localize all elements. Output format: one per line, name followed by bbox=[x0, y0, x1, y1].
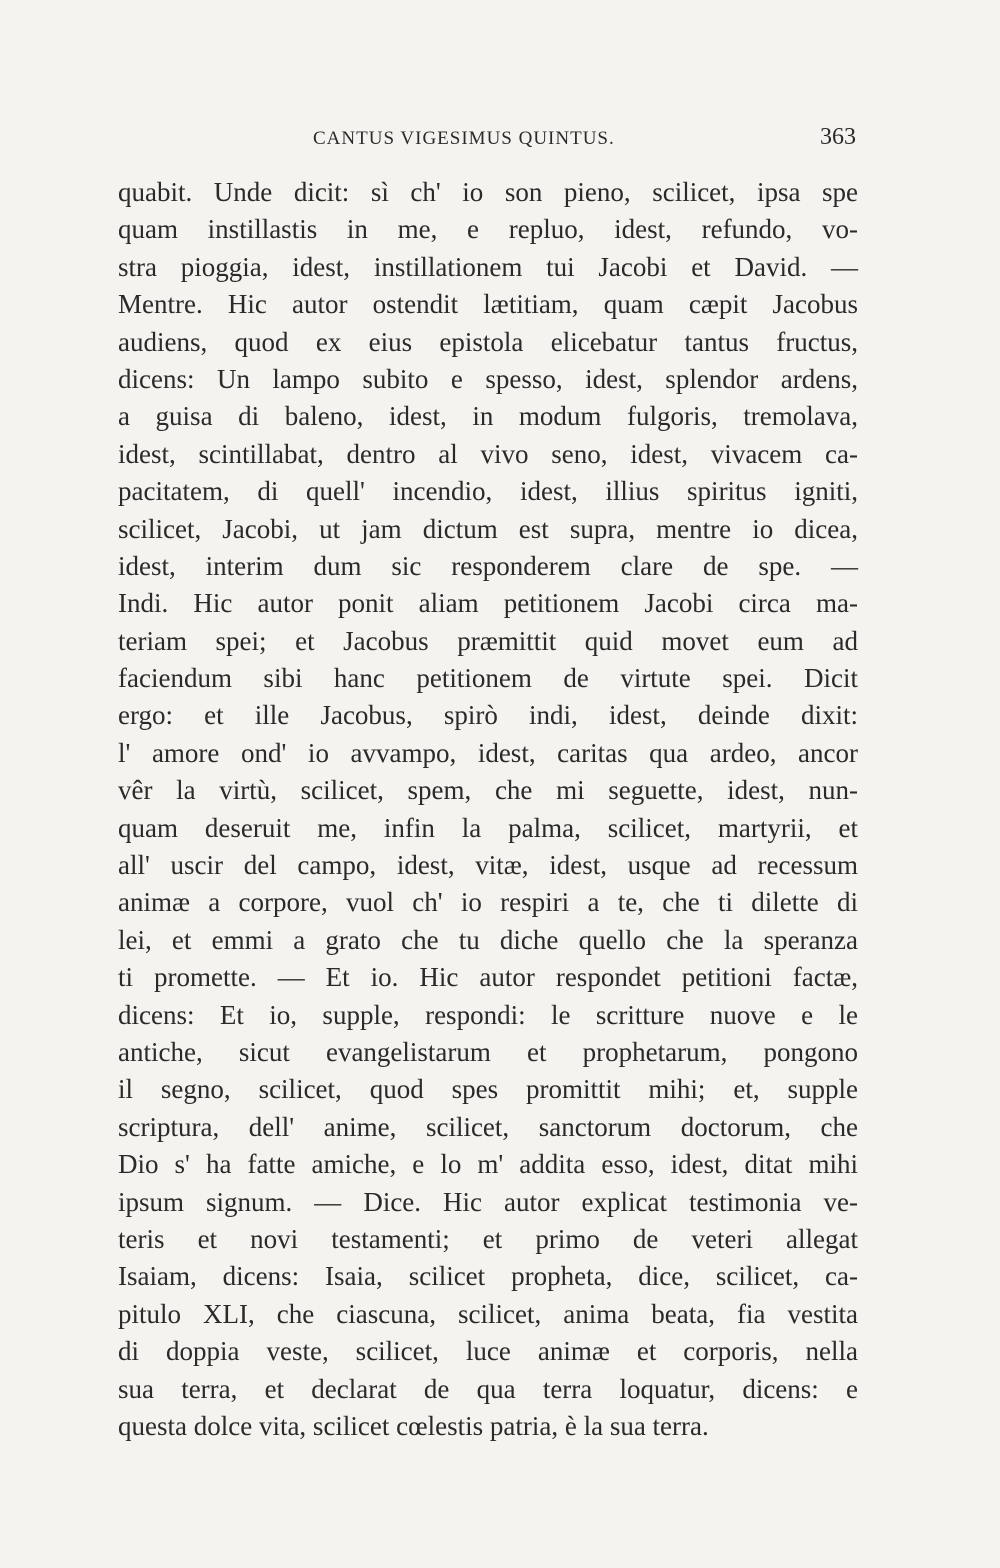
page-number: 363 bbox=[820, 124, 856, 150]
text-line: scilicet, Jacobi, ut jam dictum est supra, mentre io dicea, bbox=[118, 513, 858, 544]
text-line: Mentre. Hic autor ostendit lætitiam, quam cæpit Jacobus bbox=[118, 289, 858, 320]
text-line: antiche, sicut evangelistarum et prophetarum, pongono bbox=[118, 1036, 858, 1067]
text-line: idest, scintillabat, dentro al vivo seno, idest, vivacem ca- bbox=[118, 438, 858, 469]
text-line: scriptura, dell' anime, scilicet, sanctorum doctorum, che bbox=[118, 1111, 858, 1142]
text-line: il segno, scilicet, quod spes promittit mihi; et, supple bbox=[118, 1074, 858, 1105]
text-line: pacitatem, di quell' incendio, idest, illius spiritus igniti, bbox=[118, 476, 858, 507]
text-line: Isaiam, dicens: Isaia, scilicet propheta, dice, scilicet, ca- bbox=[118, 1261, 858, 1292]
text-line: quam instillastis in me, e repluo, idest, refundo, vo- bbox=[118, 214, 858, 245]
text-line: lei, et emmi a grato che tu diche quello che la speranza bbox=[118, 924, 858, 955]
text-line: questa dolce vita, scilicet cœlestis patria, è la sua terra. bbox=[118, 1410, 709, 1441]
text-line: pitulo XLI, che ciascuna, scilicet, anima beata, fia vestita bbox=[118, 1298, 858, 1329]
text-line: faciendum sibi hanc petitionem de virtute spei. Dicit bbox=[118, 663, 858, 694]
page-header bbox=[118, 124, 856, 164]
text-line: di doppia veste, scilicet, luce animæ et corporis, nella bbox=[118, 1336, 858, 1367]
text-line: dicens: Un lampo subito e spesso, idest, splendor ardens, bbox=[118, 363, 858, 394]
text-line: teris et novi testamenti; et primo de veteri allegat bbox=[118, 1223, 858, 1254]
text-line: ergo: et ille Jacobus, spirò indi, idest, deinde dixit: bbox=[118, 700, 858, 731]
text-line: stra pioggia, idest, instillationem tui Jacobi et David. — bbox=[118, 251, 858, 282]
text-line: vêr la virtù, scilicet, spem, che mi seguette, idest, nun- bbox=[118, 775, 858, 806]
text-line: ti promette. — Et io. Hic autor respondet petitioni factæ, bbox=[118, 962, 858, 993]
page-body bbox=[118, 174, 858, 1445]
text-line: quabit. Unde dicit: sì ch' io son pieno, scilicet, ipsa spe bbox=[118, 177, 858, 207]
text-line: all' uscir del campo, idest, vitæ, idest, usque ad recessum bbox=[118, 850, 858, 881]
text-line: teriam spei; et Jacobus præmittit quid movet eum ad bbox=[118, 625, 858, 656]
running-title: CANTUS VIGESIMUS QUINTUS. bbox=[313, 128, 615, 149]
text-line: quam deseruit me, infin la palma, scilicet, martyrii, et bbox=[118, 812, 858, 843]
text-line: Indi. Hic autor ponit aliam petitionem Jacobi circa ma- bbox=[118, 588, 858, 619]
text-line: sua terra, et declarat de qua terra loquatur, dicens: e bbox=[118, 1373, 858, 1404]
text-line: ipsum signum. — Dice. Hic autor explicat testimonia ve- bbox=[118, 1186, 858, 1217]
text-line: animæ a corpore, vuol ch' io respiri a te, che ti dilette di bbox=[118, 887, 858, 918]
text-line: audiens, quod ex eius epistola elicebatur tantus fructus, bbox=[118, 326, 858, 357]
text-line: Dio s' ha fatte amiche, e lo m' addita esso, idest, ditat mihi bbox=[118, 1149, 858, 1180]
text-line: dicens: Et io, supple, respondi: le scritture nuove e le bbox=[118, 999, 858, 1030]
text-line: l' amore ond' io avvampo, idest, caritas qua ardeo, ancor bbox=[118, 737, 858, 768]
text-line: a guisa di baleno, idest, in modum fulgoris, tremolava, bbox=[118, 401, 858, 432]
text-line: idest, interim dum sic responderem clare de spe. — bbox=[118, 550, 858, 581]
